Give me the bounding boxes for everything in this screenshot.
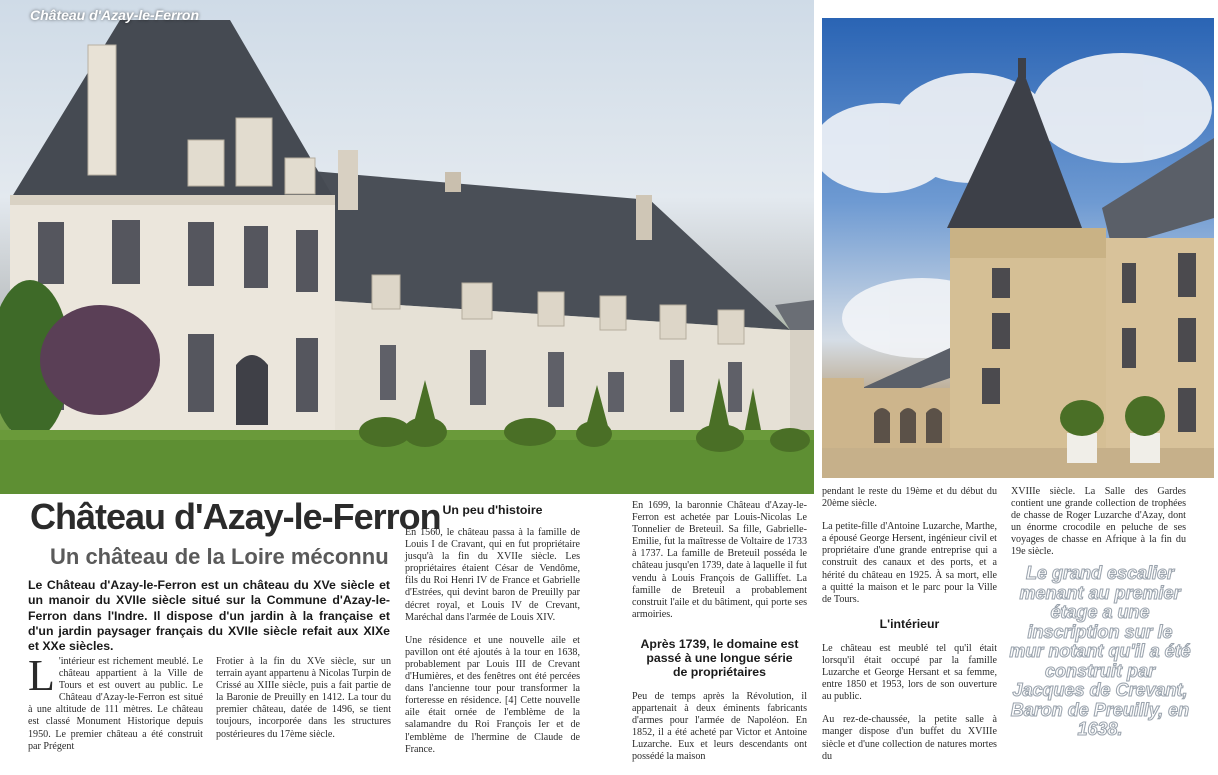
section-heading-history: Un peu d'histoire (442, 503, 543, 517)
tower-photo-right (822, 18, 1214, 478)
section-heading-after-1739: Après 1739, le domaine est passé à une longue série de propriétaires (640, 636, 799, 679)
chateau-photo-left (0, 0, 814, 494)
article-lead: Le Château d'Azay-le-Ferron est un château du XVe siècle et un manoir du XVIIe siècle situé sur la Commune d'Azay-le-Ferron dans l'Indre. Il dispose d'un jardin à la française et d'un jardin paysager français du XVIIe siècle refait aux XIXe et XXe siècles. (28, 578, 390, 654)
drop-cap: L (28, 651, 55, 700)
column-1-text: 'intérieur est richement meublé. Le château appartient à la Ville de Tours et est ouvert au public. Le Château d'Azay-le-Ferron est situé à une altitude de 111 mètres. Le château est classé Monument Historique depuis 1950. Le premier château a été construit par Prégent (28, 656, 203, 752)
column-5 (822, 486, 997, 774)
paragraph: Une résidence et une nouvelle aile et pavillon ont été ajoutés à la tour en 1638, probablement par Louis III de Crevant d'Humières, et des fenêtres ont été percées dans l'ancienne tour pour transformer la forteresse en résidence. [4] Cette nouvelle aile était ornée de l'emblème de la salamandre du Roi François Ier et de l'emblème de l'hermine de Claude de France. (405, 634, 580, 755)
section-tag: Château d'Azay-le-Ferron (30, 7, 200, 23)
column-2 (216, 656, 391, 741)
column-1 (28, 651, 203, 753)
paragraph: En 1560, le château passa à la famille de Louis I de Cravant, qui en fut propriétaire jusqu'à la fin du XVIIe siècle. Les propriétaires étaient César de Vendôme, fils du Roi Henri IV de France et Gabrielle d'Estrées, qui devint baron de Preuilly par décret royal, et Louis IV de Crevant, Maréchal dans l'armée de Louis XIV. (405, 527, 580, 623)
pull-quote: Le grand escalier menant au premier étage a une inscription sur le mur notant qu'il a été construit par Jacques de Crevant, Baron de Preuilly, en 1638. (1009, 563, 1191, 739)
article-title: Château d'Azay-le-Ferron (30, 496, 441, 537)
paragraph: En 1699, la baronnie Château d'Azay-le-Ferron est achetée par Louis-Nicolas Le Tonnelier de Breteuil. Sa fille, Gabrielle-Emilie, fut la maîtresse de Voltaire de 1733 à 1737. La famille de Breteuil posséda le château jusqu'en 1739, date à laquelle il fut vendu à Louis François de Galliffet. La famille de Breteuil a probablement construit l'aile et du bâtiment, qui porte ses armoiries. (632, 500, 807, 620)
column-4 (632, 500, 807, 775)
section-heading-interior: L'intérieur (879, 616, 940, 631)
paragraph: XVIIIe siècle. La Salle des Gardes contient une grande collection de trophées de chasse de Roger Luzarche d'Azay, dont un énorme crocodile en peluche de ses voyages de chasse en Afrique à la fin du 19e siècle. (1011, 486, 1186, 558)
column-2-text: Frotier à la fin du XVe siècle, sur un terrain ayant appartenu à Nicolas Turpin de Crissé au XIIIe siècle, puis a fait partie de la Baronie de Preuilly en 1412. La tour du premier château, datée de 1496, se tient toujours, incorporée dans les structures postérieures du 17ème siècle. (216, 656, 391, 740)
chateau-facade-illustration (0, 0, 814, 494)
paragraph: Le château est meublé tel qu'il était lorsqu'il était occupé par la famille Luzarche et George Hersant et sa femme, entre 1850 et 1953, lors de son ouverture au public. (822, 642, 997, 703)
article-subtitle: Un château de la Loire méconnu (50, 544, 389, 569)
paragraph: pendant le reste du 19ème et du début du 20ème siècle. (822, 486, 997, 510)
paragraph: Au rez-de-chaussée, la petite salle à manger dispose d'un buffet du XVIIIe siècle et d'une collection de natures mortes du (822, 714, 997, 762)
tower-courtyard-illustration (822, 18, 1214, 478)
column-3 (405, 503, 580, 767)
paragraph: Peu de temps après la Révolution, il appartenait à deux éminents fabricants d'armes pour l'armée de Napoléon. En 1852, il a été acheté par Victor et Antoine Luzarche. Eux et leurs descendants ont possédé la maison (632, 690, 807, 763)
column-6 (1011, 486, 1186, 570)
paragraph: La petite-fille d'Antoine Luzarche, Marthe, a épousé George Hersent, ingénieur civil et propriétaire d'une grande entreprise qui a construit des canaux et des ports, et a hérité du château en 1925. À sa mort, elle a quitté la maison et le parc pour la Ville de Tours. (822, 521, 997, 605)
